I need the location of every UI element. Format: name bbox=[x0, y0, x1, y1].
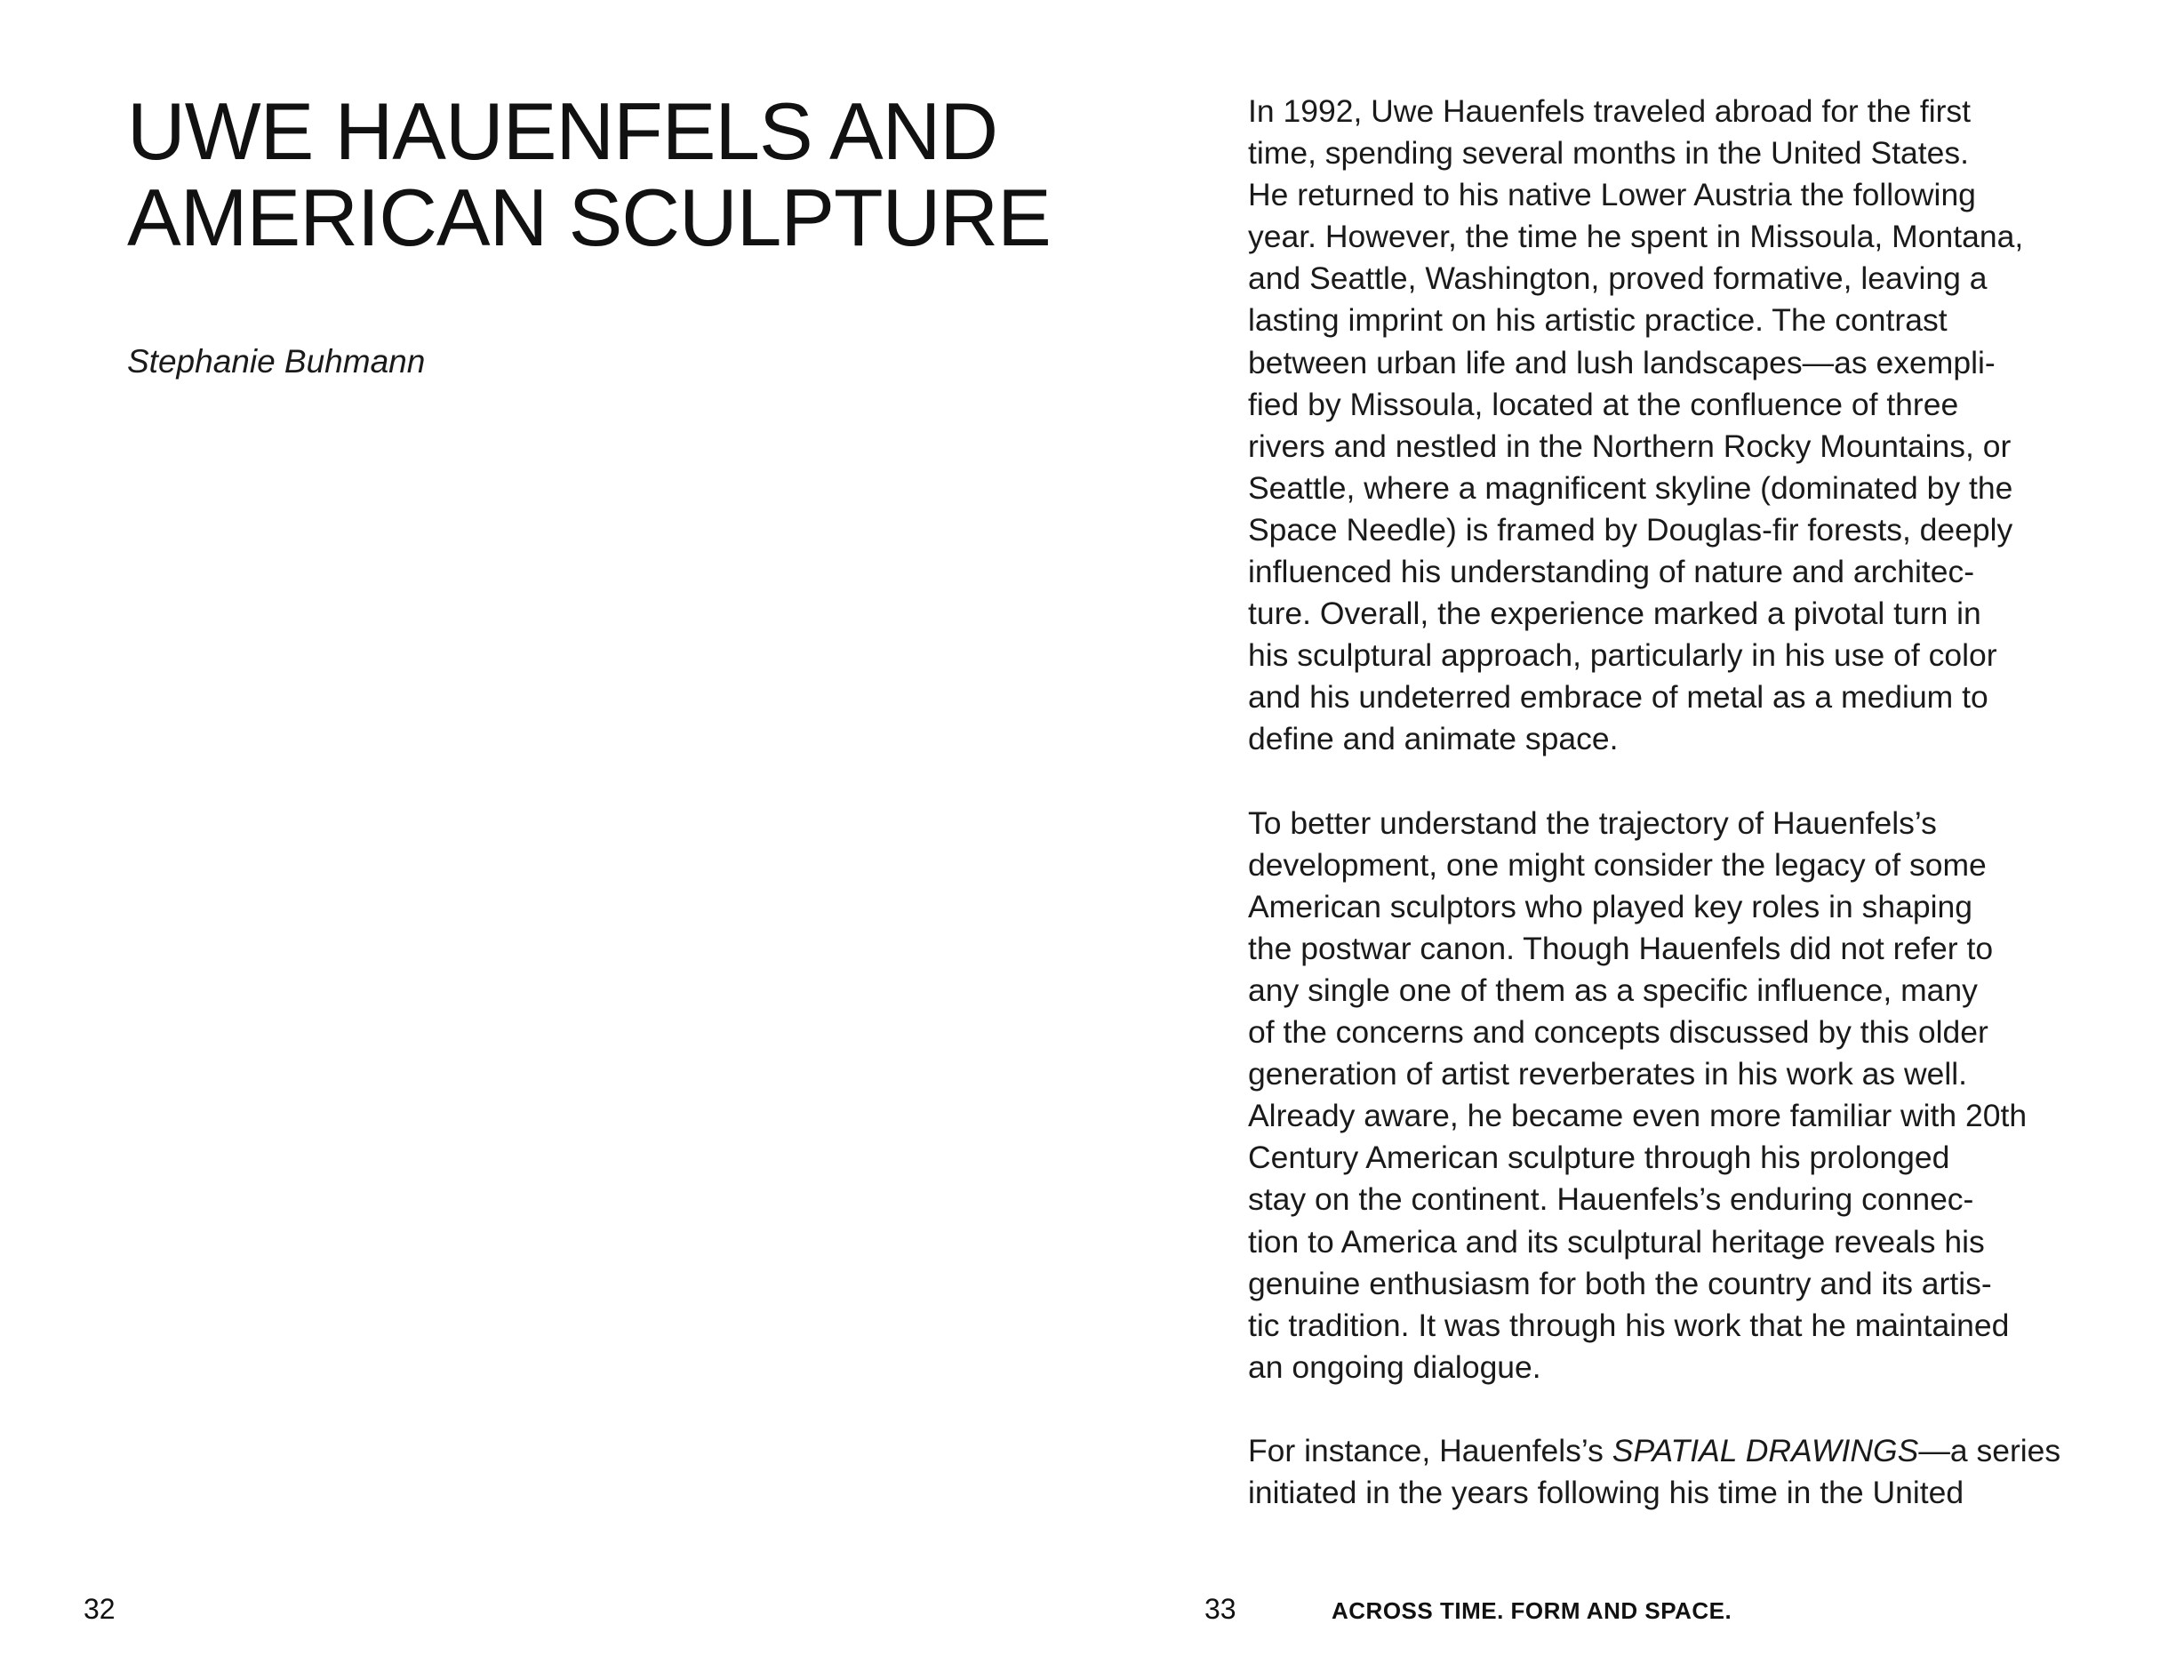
paragraph-1-line: lasting imprint on his artistic practice. The contrast bbox=[1248, 302, 1948, 339]
paragraph-2-line: tic tradition. It was through his work that he maintained bbox=[1248, 1307, 2010, 1343]
paragraph-3 bbox=[1248, 1430, 2128, 1514]
paragraph-2-line: the postwar canon. Though Hauenfels did not refer to bbox=[1248, 930, 1994, 966]
paragraph-2-line: To better understand the trajectory of Hauenfels’s bbox=[1248, 804, 1937, 841]
paragraph-1-line: He returned to his native Lower Austria the following bbox=[1248, 177, 1976, 213]
paragraph-2-line: Already aware, he became even more familiar with 20th bbox=[1248, 1098, 2028, 1134]
paragraph-2-line: an ongoing dialogue. bbox=[1248, 1348, 1541, 1385]
paragraph-2 bbox=[1248, 803, 2128, 1388]
paragraph-2-line: Century American sculpture through his prolonged bbox=[1248, 1140, 1950, 1176]
paragraph-1-line: ture. Overall, the experience marked a pivotal turn in bbox=[1248, 596, 1981, 632]
title-line-2: AMERICAN SCULPTURE bbox=[127, 173, 1051, 263]
article-title bbox=[127, 89, 1051, 261]
paragraph-1-line: fied by Missoula, located at the confluence of three bbox=[1248, 386, 1959, 422]
paragraph-3-line-1 bbox=[1248, 1430, 2128, 1472]
paragraph-1-line: Space Needle) is framed by Douglas-fir forests, deeply bbox=[1248, 511, 2013, 548]
paragraph-1-line: his sculptural approach, particularly in his use of color bbox=[1248, 637, 1997, 674]
paragraph-1-line: define and animate space. bbox=[1248, 721, 1619, 757]
artwork-series-title: SPATIAL DRAWINGS bbox=[1612, 1433, 1919, 1468]
paragraph-3-text-before: For instance, Hauenfels’s bbox=[1248, 1433, 1612, 1468]
paragraph-2-line: generation of artist reverberates in his work as well. bbox=[1248, 1056, 1967, 1092]
paragraph-2-line: development, one might consider the legacy of some bbox=[1248, 846, 1987, 883]
paragraph-1-line: between urban life and lush landscapes—as exempli- bbox=[1248, 344, 1996, 380]
title-line-1: UWE HAUENFELS AND bbox=[127, 87, 998, 177]
paragraph-3-text-after: —a series bbox=[1918, 1433, 2061, 1468]
paragraph-2-line: stay on the continent. Hauenfels’s enduring connec- bbox=[1248, 1181, 1974, 1218]
paragraph-1-line: Seattle, where a magnificent skyline (dominated by the bbox=[1248, 469, 2013, 506]
paragraph-1 bbox=[1248, 91, 2128, 761]
paragraph-1-line: In 1992, Uwe Hauenfels traveled abroad for the first bbox=[1248, 93, 1972, 129]
paragraph-1-line: time, spending several months in the United States. bbox=[1248, 135, 1970, 172]
paragraph-1-line: rivers and nestled in the Northern Rocky Mountains, or bbox=[1248, 428, 2012, 464]
paragraph-2-line: genuine enthusiasm for both the country and its artis- bbox=[1248, 1265, 1992, 1301]
right-page bbox=[1092, 0, 2184, 1680]
author-name: Stephanie Buhmann bbox=[127, 343, 426, 380]
page-number-left: 32 bbox=[84, 1593, 116, 1625]
paragraph-1-line: influenced his understanding of nature and architec- bbox=[1248, 554, 1975, 590]
running-head: ACROSS TIME. FORM AND SPACE. bbox=[1332, 1597, 1732, 1624]
paragraph-1-line: year. However, the time he spent in Missoula, Montana, bbox=[1248, 219, 2024, 255]
paragraph-2-line: any single one of them as a specific influence, many bbox=[1248, 972, 1978, 1008]
paragraph-1-line: and his undeterred embrace of metal as a medium to bbox=[1248, 679, 1988, 716]
paragraph-1-line: and Seattle, Washington, proved formative, leaving a bbox=[1248, 260, 1988, 297]
page-number-right: 33 bbox=[1204, 1593, 1236, 1625]
paragraph-3-line-2: initiated in the years following his time in the United bbox=[1248, 1475, 1964, 1511]
paragraph-2-line: American sculptors who played key roles in shaping bbox=[1248, 888, 1972, 924]
article-body bbox=[1248, 91, 2128, 1556]
paragraph-2-line: of the concerns and concepts discussed by this older bbox=[1248, 1014, 1988, 1051]
paragraph-2-line: tion to America and its sculptural heritage reveals his bbox=[1248, 1223, 1985, 1260]
